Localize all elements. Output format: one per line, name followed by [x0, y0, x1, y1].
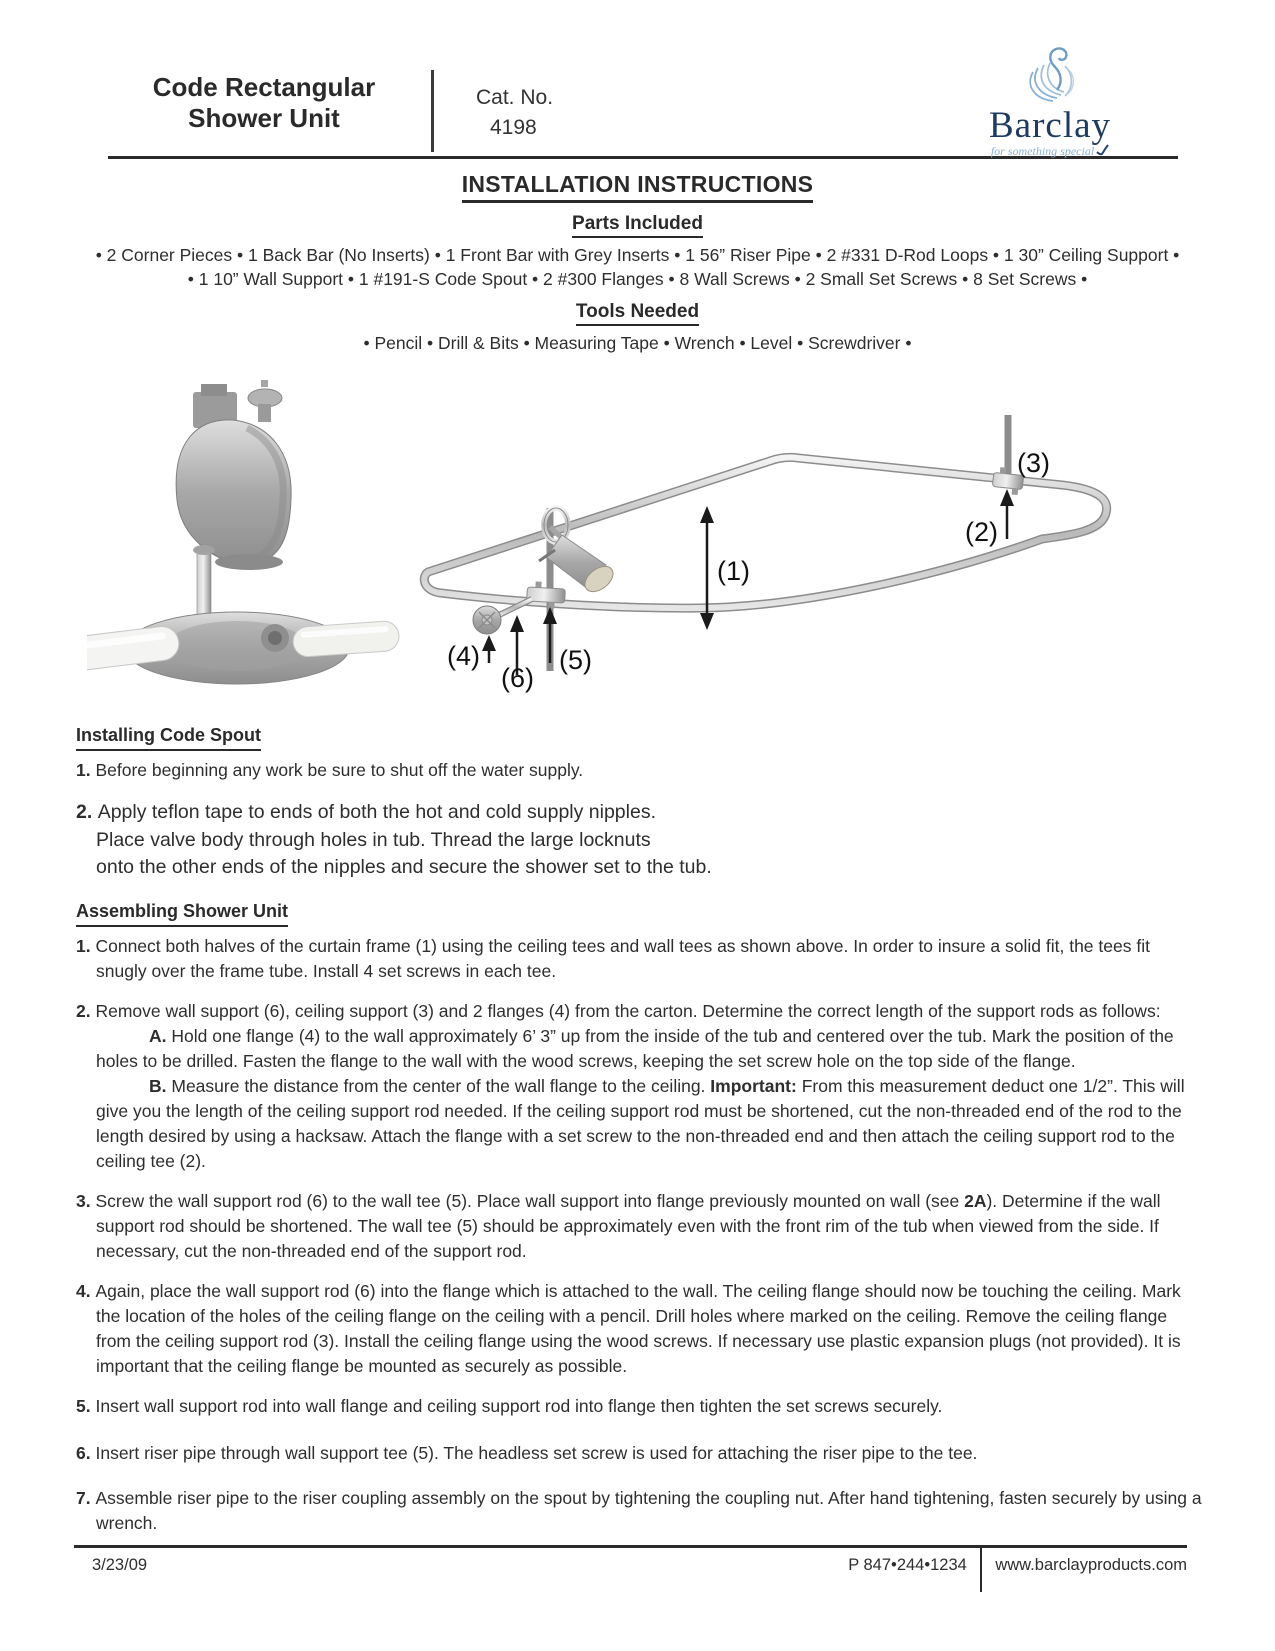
tools-list-line: • Pencil • Drill & Bits • Measuring Tape • Wrench • Level • Screwdriver • — [363, 333, 912, 353]
parts-included-heading: Parts Included — [572, 213, 703, 238]
spout-step-2 — [76, 799, 1204, 882]
product-title-line2: Shower Unit — [188, 103, 340, 133]
assembly-step-2: 2. Remove wall support (6), ceiling support (3) and 2 flanges (4) from the carton. Determine the correct length of the support rods as follows: — [76, 1000, 1161, 1021]
product-title — [128, 72, 400, 134]
catalog-number: 4198 — [490, 116, 537, 139]
assembling-heading-row — [76, 899, 1204, 927]
assembly-step-6: 6. Insert riser pipe through wall support tee (5). The headless set screw is used for attaching the riser pipe to the tee. — [76, 1442, 978, 1463]
tools-heading-row — [0, 301, 1275, 326]
assembly-step-2a: A. Hold one flange (4) to the wall approximately 6’ 3” up from the inside of the tub and centered over the tub. Mark the position of the holes to be drilled. Fasten the flange to the wall with the wood screws, keeping the set screw hole on the top side of the flange. — [96, 1025, 1174, 1071]
assembly-step-4: 4. Again, place the wall support rod (6) into the flange which is attached to the wall. The ceiling flange should now be touching the ceiling. Mark the location of the holes of the ceiling flange on the ceiling with a pencil. Drill holes where marked on the ceiling. Remove the ceiling flange from the ceiling support rod (3). Install the ceiling flange using the wood screws. If necessary use plastic expansion plugs (not provided). It is important that the ceiling flange be mounted as securely as possible. — [76, 1280, 1181, 1376]
installing-code-spout-section — [76, 723, 1204, 882]
tools-list — [40, 331, 1235, 355]
page-footer — [74, 1545, 1187, 1592]
spout-step-2-line2: Place valve body through holes in tub. Thread the large locknuts — [96, 828, 651, 851]
diagram-label-5: (5) — [559, 645, 592, 675]
assembly-step-7: 7. Assemble riser pipe to the riser coupling assembly on the spout by tightening the coupling nut. After hand tightening, fasten securely by using a wrench. — [76, 1487, 1202, 1533]
diagram-label-4: (4) — [447, 641, 480, 671]
assembly-diagram-svg — [87, 375, 1195, 693]
assembly-step-2b: B. Measure the distance from the center of the wall flange to the ceiling. Important: From this measurement deduct one 1/2”. This will give you the length of the ceiling support rod needed. If the ceiling support rod must be shortened, cut the non-threaded end of the rod to the length desired by using a hacksaw. Attach the flange with a set screw to the non-threaded end and then attach the ceiling support rod to the ceiling tee (2). — [96, 1075, 1185, 1171]
parts-list — [40, 243, 1235, 291]
diagram-label-6: (6) — [501, 663, 534, 693]
brand-tagline-text: for something special — [990, 144, 1095, 158]
assembling-shower-unit-heading: Assembling Shower Unit — [76, 899, 288, 927]
installing-code-spout-heading: Installing Code Spout — [76, 723, 261, 751]
spout-step-2-line3: onto the other ends of the nipples and secure the shower set to the tub. — [96, 856, 712, 878]
assembly-step-3: 3. Screw the wall support rod (6) to the wall tee (5). Place wall support into flange previously mounted on wall (see 2A). Determine if the wall support rod should be shortened. The wall tee (5) should be approximately even with the front rim of the tub when viewed from the side. If necessary, cut the non-threaded end of the support rod. — [76, 1190, 1161, 1261]
tools-needed-heading: Tools Needed — [576, 301, 699, 326]
assembly-diagram — [87, 375, 1195, 693]
parts-list-line1: • 2 Corner Pieces • 1 Back Bar (No Inserts) • 1 Front Bar with Grey Inserts • 1 56” Riser Pipe • 2 #331 D-Rod Loops • 1 30” Ceiling Support • — [95, 245, 1180, 265]
document-header — [0, 0, 1275, 158]
footer-website: www.barclayproducts.com — [995, 1556, 1187, 1574]
spout-step-2-line1: 2. Apply teflon tape to ends of both the hot and cold supply nipples. — [76, 801, 656, 823]
main-title-row — [0, 171, 1275, 203]
catalog-label: Cat. No. — [476, 86, 554, 109]
brand-name: Barclay — [988, 105, 1112, 146]
diagram-label-3: (3) — [1017, 448, 1050, 478]
catalog-number-block — [476, 86, 553, 140]
parts-heading-row — [0, 213, 1275, 238]
code-spout-photo — [87, 380, 400, 684]
footer-vertical-divider — [980, 1548, 983, 1592]
diagram-label-2: (2) — [965, 517, 998, 547]
spout-step-1: 1. Before beginning any work be sure to shut off the water supply. — [76, 760, 584, 780]
page-title: INSTALLATION INSTRUCTIONS — [462, 171, 814, 203]
footer-date: 3/23/09 — [92, 1556, 148, 1574]
parts-list-line2: • 1 10” Wall Support • 1 #191-S Code Spout • 2 #300 Flanges • 8 Wall Screws • 2 Small Set Screws • 8 Set Screws • — [187, 269, 1088, 289]
tagline-swoosh-icon — [1096, 144, 1109, 157]
wall-flange — [473, 606, 501, 634]
assembling-shower-unit-section — [76, 899, 1204, 1536]
installing-code-spout-heading-row — [76, 723, 1204, 751]
barclay-logo — [950, 44, 1150, 159]
product-title-line1: Code Rectangular — [152, 72, 376, 102]
footer-contact — [848, 1548, 1187, 1592]
assembly-step-5: 5. Insert wall support rod into wall flange and ceiling support rod into flange then tighten the set screws securely. — [76, 1395, 943, 1416]
diagram-label-1: (1) — [717, 556, 750, 586]
assembly-step-1: 1. Connect both halves of the curtain frame (1) using the ceiling tees and wall tees as shown above. In order to insure a solid fit, the tees fit snugly over the frame tube. Install 4 set screws in each tee. — [76, 935, 1150, 981]
shower-frame-diagram — [424, 415, 1106, 693]
header-vertical-divider — [431, 70, 434, 152]
footer-phone: P 847•244•1234 — [848, 1556, 967, 1574]
brand-tagline — [950, 144, 1150, 159]
